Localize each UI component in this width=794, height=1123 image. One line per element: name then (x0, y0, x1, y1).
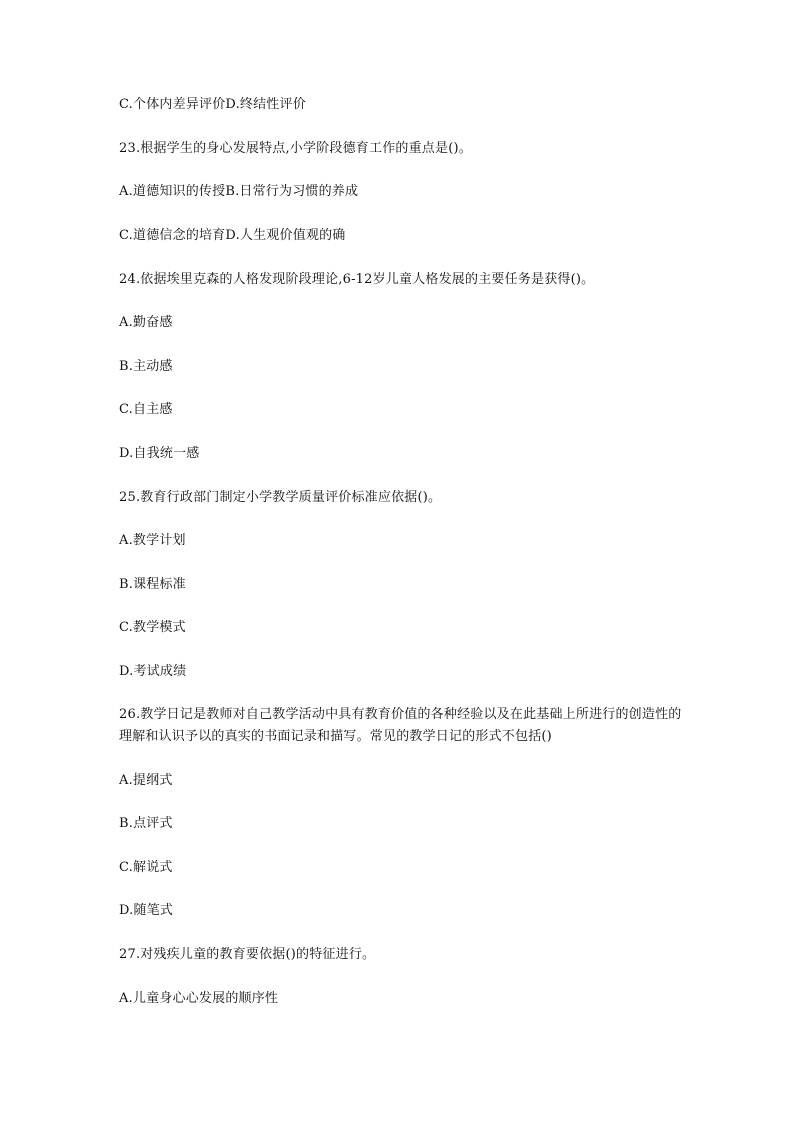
question-23: 23.根据学生的身心发展特点,小学阶段德育工作的重点是()。 (119, 141, 472, 156)
question-25: 25.教育行政部门制定小学教学质量评价标准应依据()。 (119, 490, 442, 505)
option-c: C.解说式 (119, 860, 173, 875)
option-d: D.随笔式 (119, 903, 174, 918)
option-a: A.教学计划 (119, 533, 186, 548)
option-d: D.考试成绩 (119, 664, 187, 679)
option-c: C.教学模式 (119, 620, 186, 635)
option-line: C.道德信念的培育D.人生观价值观的确 (119, 228, 346, 243)
option-line: C.个体内差异评价D.终结性评价 (119, 97, 306, 112)
option-d: D.自我统一感 (119, 446, 200, 461)
option-c: C.自主感 (119, 402, 173, 417)
option-a: A.提纲式 (119, 773, 173, 788)
option-line: A.道德知识的传授B.日常行为习惯的养成 (119, 184, 359, 199)
option-a: A.勤奋感 (119, 315, 173, 330)
option-b: B.主动感 (119, 359, 173, 374)
question-26: 26.教学日记是教师对自己教学活动中具有教育价值的各种经验以及在此基础上所进行的创造性的理解和认识予以的真实的书面记录和描写。常见的教学日记的形式不包括() (119, 707, 682, 744)
question-27: 27.对残疾儿童的教育要依据()的特征进行。 (119, 947, 376, 962)
question-24: 24.依据埃里克森的人格发现阶段理论,6-12岁儿童人格发展的主要任务是获得()。 (119, 272, 595, 287)
option-b: B.点评式 (119, 816, 173, 831)
option-b: B.课程标准 (119, 577, 186, 592)
option-a: A.儿童身心心发展的顺序性 (119, 991, 279, 1006)
